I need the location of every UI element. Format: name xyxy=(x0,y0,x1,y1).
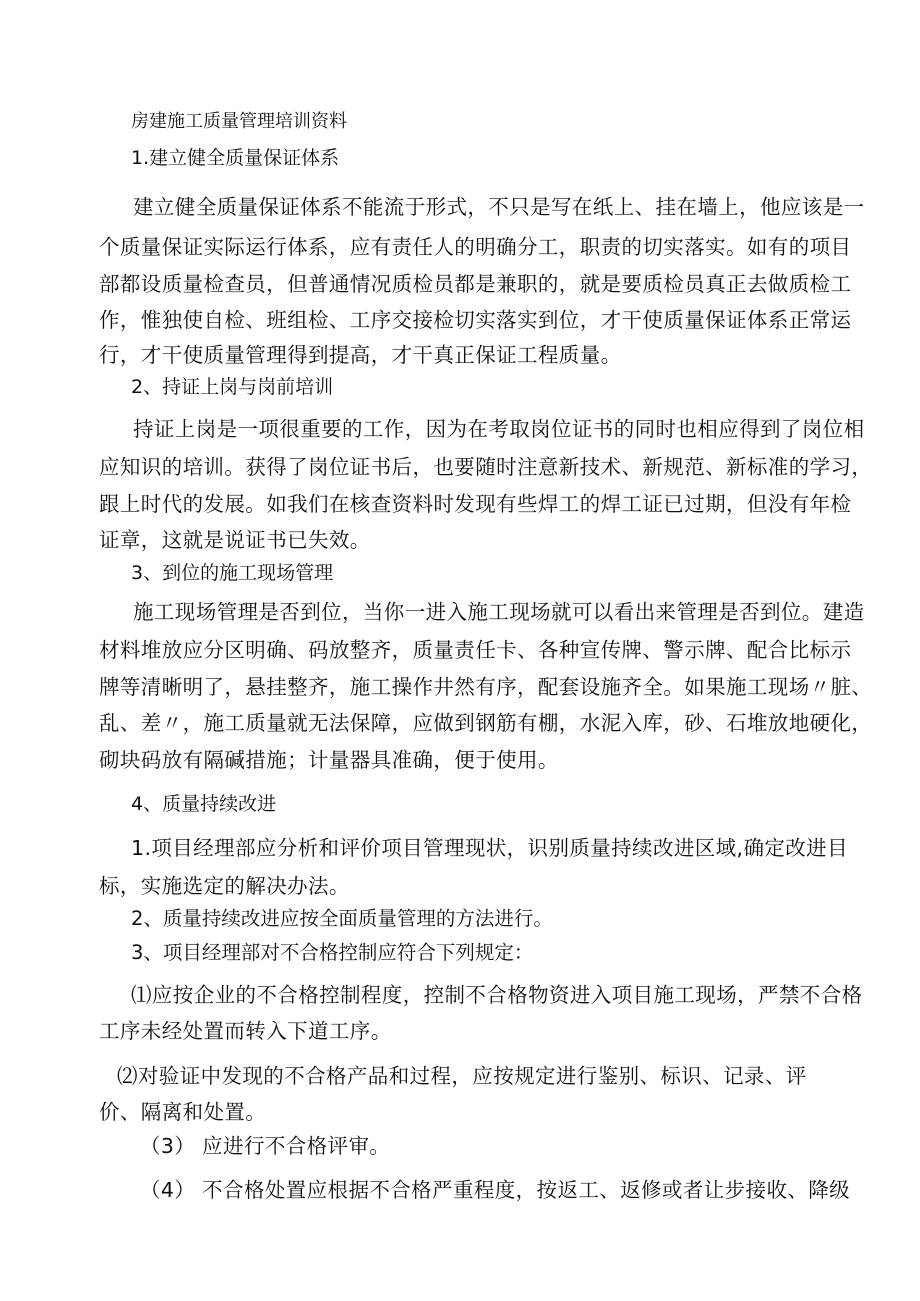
section-2-paragraph-line: 证章，这就是说证书已失效。 xyxy=(99,528,371,552)
section-1-heading: 1.建立健全质量保证体系 xyxy=(131,147,340,169)
section-4-sub-2-line: ⑵对验证中发现的不合格产品和过程，应按规定进行鉴别、标识、记录、评 xyxy=(117,1064,807,1088)
section-4-item-1-line: 标，实施选定的解决办法。 xyxy=(99,874,350,898)
section-4-heading: 4、质量持续改进 xyxy=(131,793,277,815)
section-1-paragraph-line: 作，惟独使自检、班组检、工序交接检切实落实到位，才干使质量保证体系正常运 xyxy=(99,308,852,332)
section-1-paragraph-line: 个质量保证实际运行体系，应有责任人的明确分工，职责的切实落实。如有的项目 xyxy=(99,235,852,259)
section-4-sub-2-line: 价、隔离和处置。 xyxy=(99,1100,267,1124)
section-4-item-3: 3、项目经理部对不合格控制应符合下列规定： xyxy=(131,941,534,964)
section-1-paragraph-line: 部都设质量检查员，但普通情况质检员都是兼职的，就是要质检员真正去做质检工 xyxy=(99,272,852,296)
section-3-paragraph-line: 乱、差〃，施工质量就无法保障，应做到钢筋有棚，水泥入库，砂、石堆放地硬化， xyxy=(99,711,873,735)
section-3-paragraph-line: 材料堆放应分区明确、码放整齐，质量责任卡、各种宣传牌、警示牌、配合比标示 xyxy=(99,638,852,662)
document-title: 房建施工质量管理培训资料 xyxy=(131,111,347,132)
section-3-paragraph-line: 牌等清晰明了，悬挂整齐，施工操作井然有序，配套设施齐全。如果施工现场〃脏、 xyxy=(99,675,873,699)
section-2-paragraph-line: 应知识的培训。获得了岗位证书后，也要随时注意新技术、新规范、新标准的学习， xyxy=(99,455,873,479)
section-2-paragraph-line: 持证上岗是一项很重要的工作，因为在考取岗位证书的同时也相应得到了岗位相 xyxy=(133,417,865,441)
section-4-sub-1-line: 工序未经处置而转入下道工序。 xyxy=(99,1019,392,1043)
section-4-item-2: 2、质量持续改进应按全面质量管理的方法进行。 xyxy=(131,907,553,930)
section-4-sub-1-line: ⑴应按企业的不合格控制程度，控制不合格物资进入项目施工现场，严禁不合格 xyxy=(131,983,863,1007)
section-1-paragraph-line: 建立健全质量保证体系不能流于形式，不只是写在纸上、挂在墙上，他应该是一 xyxy=(133,195,865,219)
section-3-heading: 3、到位的施工现场管理 xyxy=(131,562,334,584)
section-4-sub-3: （3） 应进行不合格评审。 xyxy=(140,1134,391,1158)
section-2-paragraph-line: 跟上时代的发展。如我们在核查资料时发现有些焊工的焊工证已过期，但没有年检 xyxy=(99,492,852,516)
section-3-paragraph-line: 砌块码放有隔碱措施；计量器具准确，便于使用。 xyxy=(99,748,559,772)
section-4-sub-4: （4） 不合格处置应根据不合格严重程度，按返工、返修或者让步接收、降级 xyxy=(140,1178,851,1202)
section-4-item-1-line: 1.项目经理部应分析和评价项目管理现状，识别质量持续改进区域,确定改进目 xyxy=(131,836,848,860)
section-1-paragraph-line: 行，才干使质量管理得到提高，才干真正保证工程质量。 xyxy=(99,343,622,367)
section-3-paragraph-line: 施工现场管理是否到位，当你一进入施工现场就可以看出来管理是否到位。建造 xyxy=(133,600,865,624)
section-2-heading: 2、持证上岗与岗前培训 xyxy=(131,376,334,398)
